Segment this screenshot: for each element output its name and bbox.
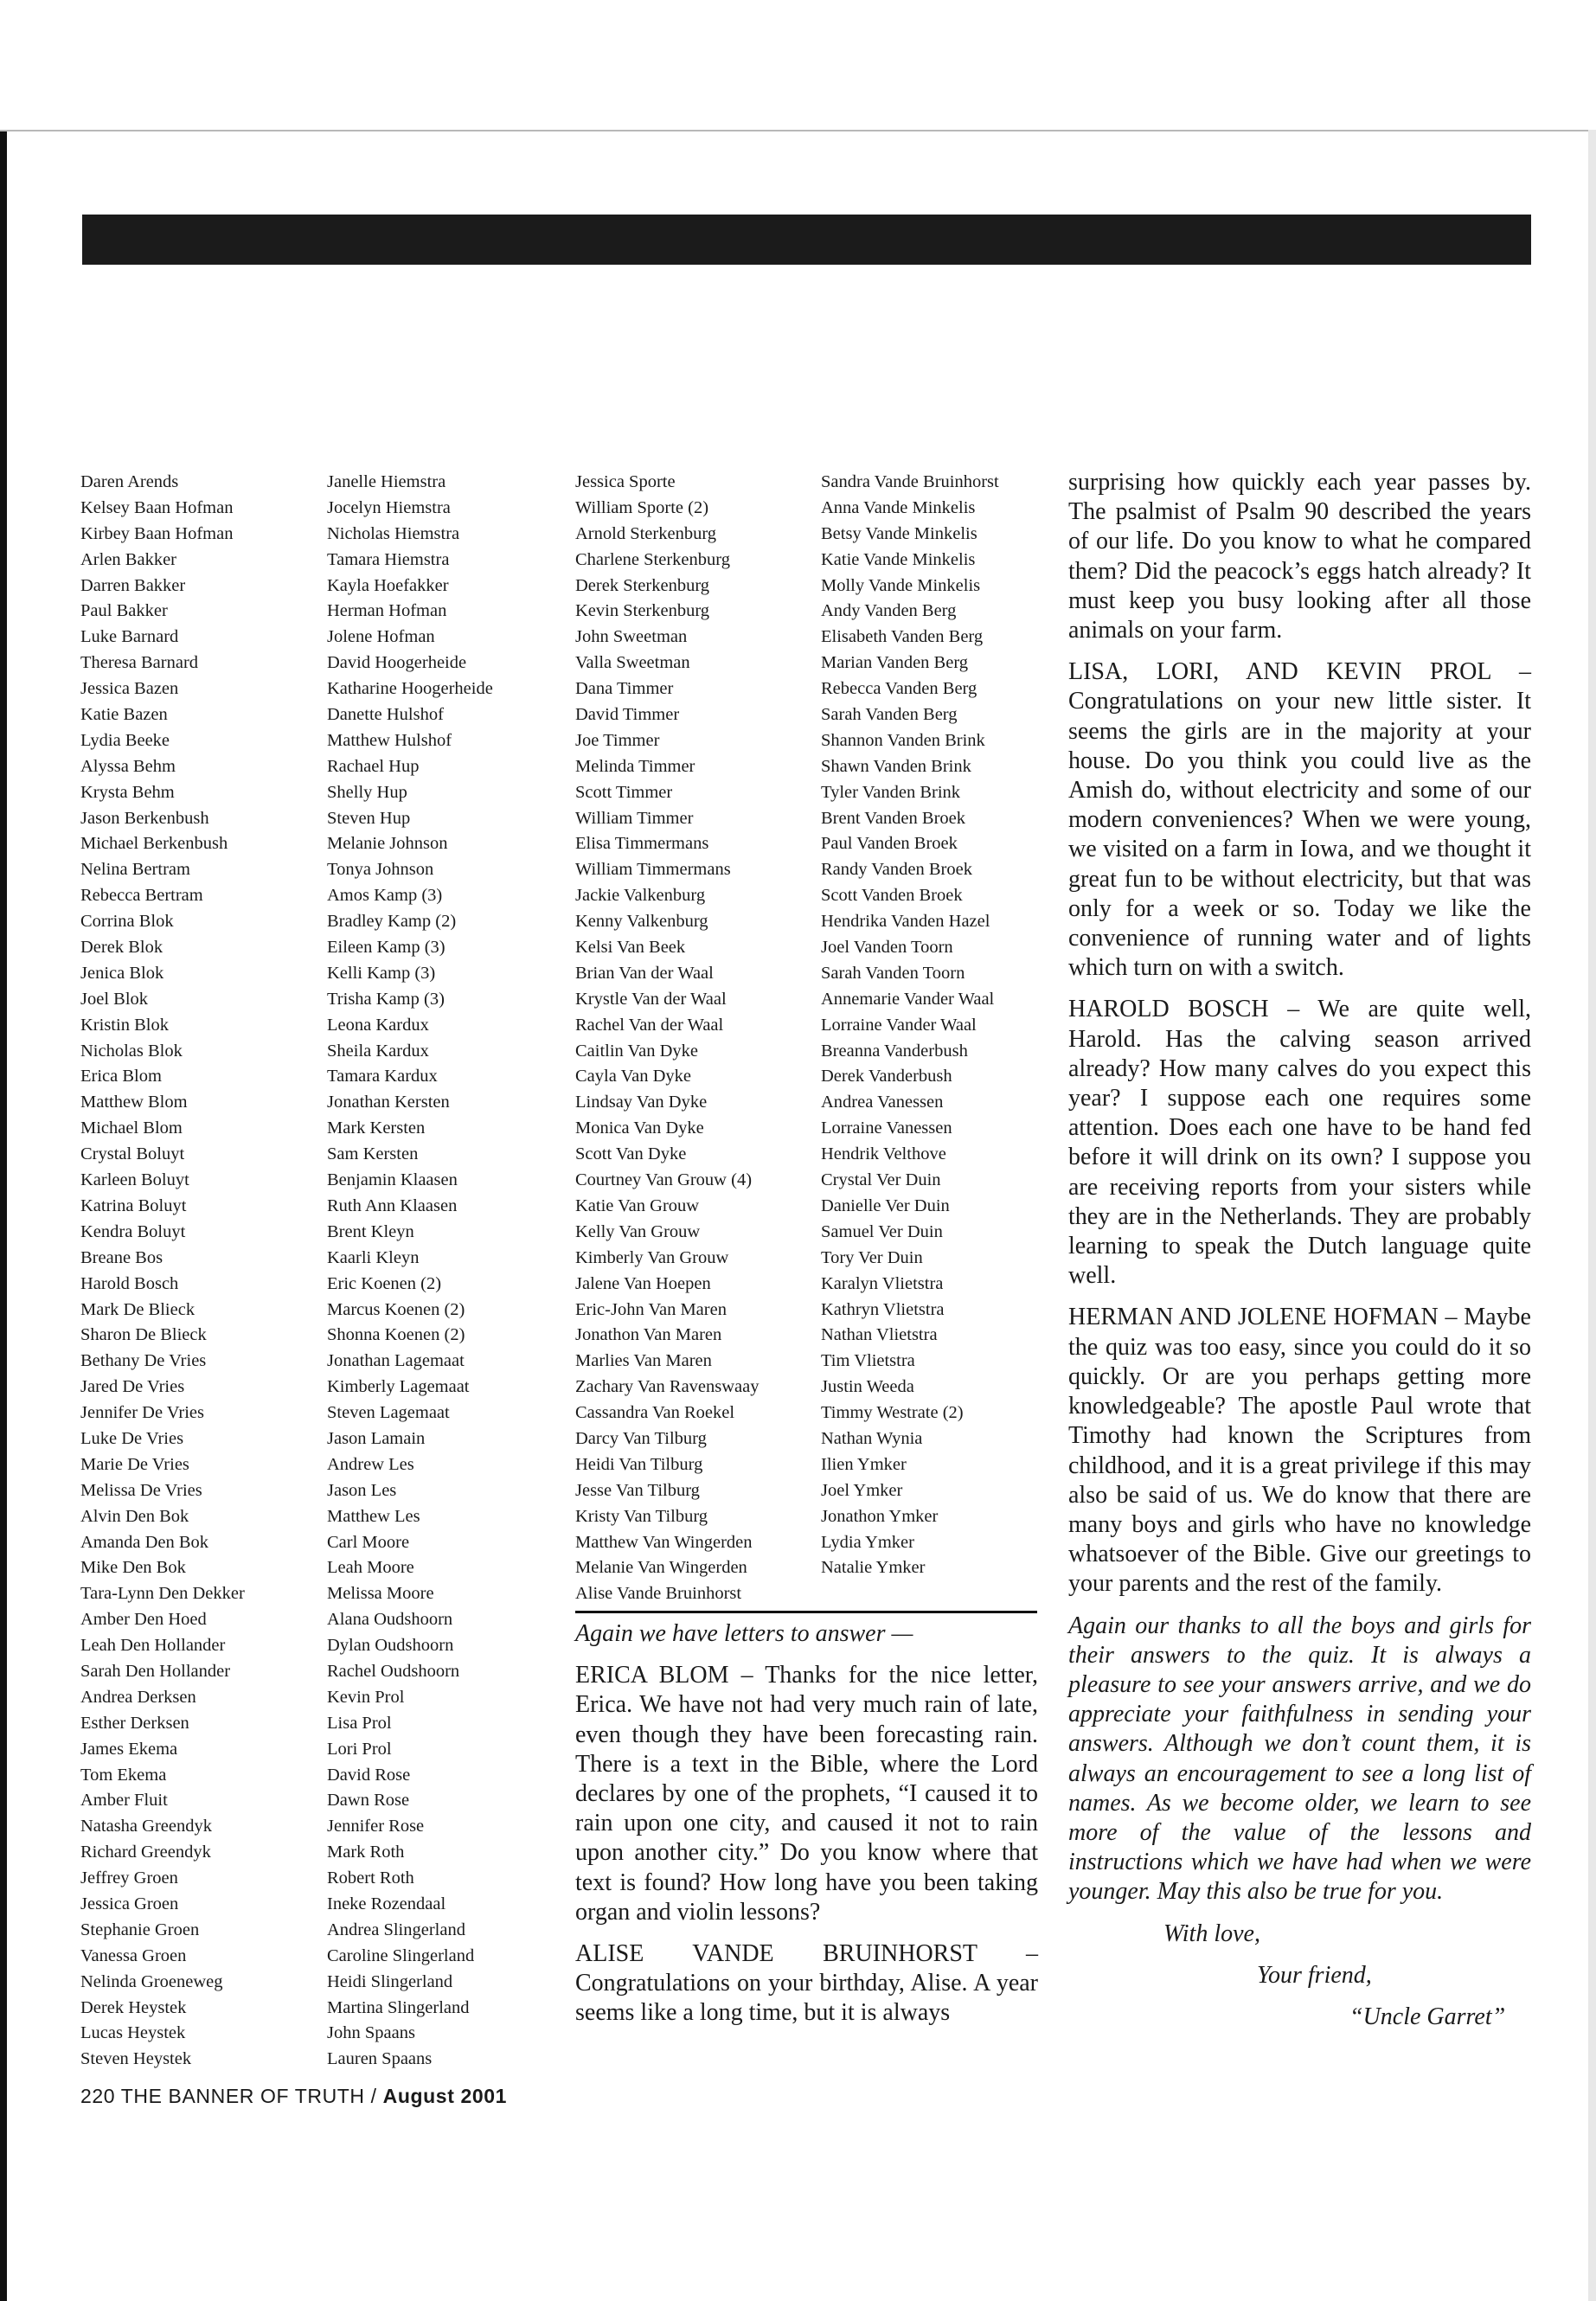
name-entry: Caitlin Van Dyke — [575, 1041, 698, 1061]
name-entry: Andrea Slingerland — [327, 1920, 465, 1939]
name-entry: Steven Heystek — [80, 2049, 192, 2069]
name-entry: Jolene Hofman — [327, 627, 435, 647]
name-entry: Katie Van Grouw — [575, 1195, 700, 1215]
name-entry: Lucas Heystek — [80, 2023, 186, 2043]
name-entry: Kayla Hoefakker — [327, 575, 449, 595]
name-column-3 — [575, 470, 817, 1607]
name-entry: Scott Timmer — [575, 782, 673, 802]
publication-name: THE BANNER OF TRUTH — [120, 2085, 365, 2107]
name-entry: Lorraine Vander Waal — [821, 1015, 977, 1035]
name-entry: Heidi Slingerland — [327, 1971, 453, 1991]
scan-top-edge — [0, 130, 1596, 131]
name-entry: Krystle Van der Waal — [575, 989, 727, 1009]
name-column-2 — [327, 470, 569, 2073]
name-entry: Tom Ekema — [80, 1765, 167, 1785]
name-entry: Nelinda Groeneweg — [80, 1971, 223, 1991]
name-entry: Martina Slingerland — [327, 1997, 470, 2017]
name-entry: Danette Hulshof — [327, 705, 444, 725]
name-entry: Stephanie Groen — [80, 1920, 200, 1939]
name-entry: Jared De Vries — [80, 1377, 185, 1397]
name-entry: Melanie Van Wingerden — [575, 1558, 747, 1578]
name-entry: Crystal Ver Duin — [821, 1170, 941, 1190]
name-entry: Derek Heystek — [80, 1997, 187, 2017]
letters-column-left — [575, 1619, 1038, 2041]
name-entry: Mark Roth — [327, 1843, 405, 1862]
name-entry: Joe Timmer — [575, 730, 660, 750]
name-entry: Richard Greendyk — [80, 1843, 211, 1862]
name-entry: Herman Hofman — [327, 601, 447, 621]
name-entry: Tamara Kardux — [327, 1067, 438, 1086]
signoff-with-love: With love, — [1163, 1920, 1260, 1947]
name-entry: Carl Moore — [327, 1532, 410, 1552]
name-entry: Jason Berkenbush — [80, 808, 209, 828]
name-entry: Katrina Boluyt — [80, 1195, 187, 1215]
name-entry: Krysta Behm — [80, 782, 175, 802]
name-entry: Karleen Boluyt — [80, 1170, 189, 1190]
name-entry: Derek Vanderbush — [821, 1067, 952, 1086]
name-entry: Nicholas Blok — [80, 1041, 183, 1061]
name-entry: Justin Weeda — [821, 1377, 914, 1397]
signoff-your-friend: Your friend, — [1257, 1961, 1372, 1989]
name-entry: Marcus Koenen (2) — [327, 1299, 465, 1319]
name-entry: Rebecca Bertram — [80, 886, 203, 906]
name-entry: Valla Sweetman — [575, 653, 690, 673]
name-entry: Matthew Les — [327, 1506, 420, 1526]
name-entry: Derek Sterkenburg — [575, 575, 710, 595]
name-entry: Tyler Vanden Brink — [821, 782, 961, 802]
name-entry: William Timmer — [575, 808, 694, 828]
name-entry: Leah Moore — [327, 1558, 414, 1578]
name-entry: Kristin Blok — [80, 1015, 169, 1035]
name-entry: Nicholas Hiemstra — [327, 523, 460, 543]
name-entry: Tory Ver Duin — [821, 1247, 923, 1267]
name-entry: Tonya Johnson — [327, 860, 434, 880]
name-entry: Karalyn Vlietstra — [821, 1273, 944, 1293]
name-entry: Leona Kardux — [327, 1015, 429, 1035]
name-entry: Jason Lamain — [327, 1428, 426, 1448]
name-entry: Dana Timmer — [575, 679, 674, 699]
letter-prol: LISA, LORI, AND KEVIN PROL – Congratulations on your new little sister. It seems the girls are in the majority at your house. Do you think you could live as the Amish do, without electricity and some of our modern conveniences? When we were young, we visited on a farm in Iowa, and we thought it great fun to be without electricity, but that was only for a week or so. Today we like the convenience of running water and of lights which turn on with a switch. — [1068, 658, 1531, 982]
name-entry: Tim Vlietstra — [821, 1351, 915, 1371]
name-entry: Joel Ymker — [821, 1480, 903, 1500]
name-entry: Kathryn Vlietstra — [821, 1299, 945, 1319]
name-entry: Cassandra Van Roekel — [575, 1403, 735, 1423]
name-entry: Harold Bosch — [80, 1273, 179, 1293]
name-entry: Steven Hup — [327, 808, 411, 828]
name-entry: Lisa Prol — [327, 1713, 392, 1733]
name-entry: Hendrika Vanden Hazel — [821, 912, 990, 932]
name-entry: Amanda Den Bok — [80, 1532, 209, 1552]
name-entry: Benjamin Klaasen — [327, 1170, 458, 1190]
name-entry: Ineke Rozendaal — [327, 1894, 446, 1913]
name-entry: Brent Vanden Broek — [821, 808, 966, 828]
name-entry: David Hoogerheide — [327, 653, 467, 673]
name-entry: Esther Derksen — [80, 1713, 189, 1733]
name-entry: Shawn Vanden Brink — [821, 756, 971, 776]
scan-right-edge — [1588, 130, 1596, 2301]
name-entry: Kenny Valkenburg — [575, 912, 708, 932]
name-entry: Kaarli Kleyn — [327, 1247, 420, 1267]
name-entry: Joel Vanden Toorn — [821, 938, 953, 958]
name-entry: William Sporte (2) — [575, 497, 709, 517]
letter-alise-vande-bruinhorst: ALISE VANDE BRUINHORST – Congratulations on your birthday, Alise. A year seems like a long time, but it is always — [575, 1940, 1038, 2027]
name-entry: Dylan Oudshoorn — [327, 1636, 454, 1656]
name-column-4 — [821, 470, 1063, 1581]
name-entry: Sarah Den Hollander — [80, 1661, 231, 1681]
name-entry: Monica Van Dyke — [575, 1118, 704, 1138]
page-number: 220 — [80, 2085, 116, 2107]
name-entry: Melissa De Vries — [80, 1480, 202, 1500]
name-entry: Alise Vande Bruinhorst — [575, 1584, 742, 1604]
name-entry: John Sweetman — [575, 627, 688, 647]
name-entry: Jeffrey Groen — [80, 1868, 178, 1888]
name-entry: Courtney Van Grouw (4) — [575, 1170, 753, 1190]
letters-column-right — [1068, 468, 1531, 2044]
name-entry: Hendrik Velthove — [821, 1144, 946, 1164]
name-entry: Jason Les — [327, 1480, 397, 1500]
name-entry: Elisabeth Vanden Berg — [821, 627, 984, 647]
name-entry: Arnold Sterkenburg — [575, 523, 717, 543]
name-entry: Jonathan Kersten — [327, 1093, 450, 1112]
name-entry: Shannon Vanden Brink — [821, 730, 985, 750]
name-entry: Trisha Kamp (3) — [327, 989, 445, 1009]
name-entry: Paul Vanden Broek — [821, 834, 958, 854]
name-entry: Heidi Van Tilburg — [575, 1454, 703, 1474]
name-entry: Rachel Van der Waal — [575, 1015, 724, 1035]
name-entry: Jessica Sporte — [575, 472, 676, 491]
name-entry: Darren Bakker — [80, 575, 186, 595]
name-entry: Alana Oudshoorn — [327, 1610, 453, 1630]
name-entry: Alyssa Behm — [80, 756, 176, 776]
name-entry: Natasha Greendyk — [80, 1817, 212, 1836]
closing-paragraph: Again our thanks to all the boys and girls for their answers to the quiz. It is always a pleasure to see your answers arrive, and we do appreciate your faithfulness in sending your answers. Although we don’t count them, it is always an encouragement to see a long list of names. As we become older, we learn to see more of the value of the lessons and instructions which we have had when we were younger. May this also be true for you. — [1068, 1612, 1531, 1906]
name-entry: Robert Roth — [327, 1868, 414, 1888]
name-entry: Jackie Valkenburg — [575, 886, 706, 906]
footer-separator: / — [370, 2085, 377, 2107]
name-entry: Jennifer Rose — [327, 1817, 425, 1836]
page-footer — [80, 2085, 507, 2108]
name-entry: Sheila Kardux — [327, 1041, 429, 1061]
name-entry: Anna Vande Minkelis — [821, 497, 976, 517]
name-entry: Katie Vande Minkelis — [821, 549, 976, 569]
name-entry: Kevin Sterkenburg — [575, 601, 710, 621]
name-entry: Lori Prol — [327, 1739, 392, 1759]
name-entry: Bethany De Vries — [80, 1351, 207, 1371]
name-entry: Kirbey Baan Hofman — [80, 523, 234, 543]
name-entry: Shelly Hup — [327, 782, 407, 802]
name-entry: Alvin Den Bok — [80, 1506, 189, 1526]
name-entry: Ruth Ann Klaasen — [327, 1195, 458, 1215]
name-entry: Andy Vanden Berg — [821, 601, 957, 621]
name-entry: Jessica Groen — [80, 1894, 179, 1913]
name-entry: Darcy Van Tilburg — [575, 1428, 707, 1448]
name-entry: Jalene Van Hoepen — [575, 1273, 711, 1293]
name-entry: Erica Blom — [80, 1067, 162, 1086]
name-entry: Jessica Bazen — [80, 679, 179, 699]
name-entry: James Ekema — [80, 1739, 178, 1759]
name-entry: Timmy Westrate (2) — [821, 1403, 964, 1423]
name-entry: Crystal Boluyt — [80, 1144, 185, 1164]
letters-intro: Again we have letters to answer — — [575, 1620, 913, 1647]
name-entry: Samuel Ver Duin — [821, 1221, 943, 1241]
name-entry: Matthew Blom — [80, 1093, 188, 1112]
name-entry: Eric-John Van Maren — [575, 1299, 727, 1319]
name-entry: Andrea Vanessen — [821, 1093, 944, 1112]
name-entry: Kelsey Baan Hofman — [80, 497, 234, 517]
name-entry: Janelle Hiemstra — [327, 472, 446, 491]
name-entry: Natalie Ymker — [821, 1558, 926, 1578]
name-entry: Vanessa Groen — [80, 1945, 187, 1965]
name-column-1 — [80, 470, 323, 2073]
name-entry: Amber Fluit — [80, 1791, 168, 1811]
name-entry: Melinda Timmer — [575, 756, 695, 776]
name-entry: Eric Koenen (2) — [327, 1273, 442, 1293]
name-entry: Nelina Bertram — [80, 860, 190, 880]
name-entry: Lauren Spaans — [327, 2049, 433, 2069]
name-entry: Jonathon Van Maren — [575, 1325, 722, 1345]
section-divider — [575, 1611, 1037, 1613]
name-entry: Mark De Blieck — [80, 1299, 195, 1319]
name-entry: Kimberly Lagemaat — [327, 1377, 470, 1397]
name-entry: Scott Van Dyke — [575, 1144, 687, 1164]
name-entry: David Rose — [327, 1765, 411, 1785]
name-entry: Sarah Vanden Toorn — [821, 963, 965, 983]
name-entry: Steven Lagemaat — [327, 1403, 450, 1423]
name-entry: Kelly Van Grouw — [575, 1221, 701, 1241]
name-entry: Tamara Hiemstra — [327, 549, 450, 569]
name-entry: Marie De Vries — [80, 1454, 189, 1474]
name-entry: Dawn Rose — [327, 1791, 410, 1811]
name-entry: Nathan Wynia — [821, 1428, 923, 1448]
name-entry: Betsy Vande Minkelis — [821, 523, 977, 543]
name-entry: Michael Berkenbush — [80, 834, 228, 854]
name-entry: Randy Vanden Broek — [821, 860, 972, 880]
name-entry: Derek Blok — [80, 938, 163, 958]
name-entry: Rachel Oudshoorn — [327, 1661, 460, 1681]
name-entry: Lydia Beeke — [80, 730, 170, 750]
name-entry: Caroline Slingerland — [327, 1945, 475, 1965]
name-entry: Sandra Vande Bruinhorst — [821, 472, 999, 491]
name-entry: Charlene Sterkenburg — [575, 549, 730, 569]
name-entry: Molly Vande Minkelis — [821, 575, 981, 595]
name-entry: Marlies Van Maren — [575, 1351, 712, 1371]
name-entry: Amos Kamp (3) — [327, 886, 443, 906]
name-entry: David Timmer — [575, 705, 680, 725]
name-entry: Katie Bazen — [80, 705, 168, 725]
name-entry: Breane Bos — [80, 1247, 163, 1267]
name-entry: William Timmermans — [575, 860, 731, 880]
name-entry: Cayla Van Dyke — [575, 1067, 691, 1086]
name-entry: Elisa Timmermans — [575, 834, 709, 854]
letter-hofman: HERMAN AND JOLENE HOFMAN – Maybe the quiz was too easy, since you could do it so quickly. Or are you perhaps getting more knowledgeable? The apostle Paul wrote that Timothy had known the Scriptures from childhood, and it is a great privilege if this may also be said of us. We do know that there are many boys and girls who have no knowledge whatsoever of the Bible. Give our greetings to your parents and the rest of the family. — [1068, 1304, 1531, 1598]
name-entry: Rachael Hup — [327, 756, 420, 776]
name-entry: Rebecca Vanden Berg — [821, 679, 977, 699]
name-entry: Kelli Kamp (3) — [327, 963, 436, 983]
name-entry: Jonathan Lagemaat — [327, 1351, 465, 1371]
name-entry: Breanna Vanderbush — [821, 1041, 968, 1061]
name-entry: Kimberly Van Grouw — [575, 1247, 729, 1267]
name-entry: Michael Blom — [80, 1118, 183, 1138]
name-entry: Jenica Blok — [80, 963, 164, 983]
name-entry: Bradley Kamp (2) — [327, 912, 457, 932]
name-entry: Corrina Blok — [80, 912, 174, 932]
name-entry: Brent Kleyn — [327, 1221, 414, 1241]
name-entry: Sarah Vanden Berg — [821, 705, 958, 725]
name-entry: Mike Den Bok — [80, 1558, 186, 1578]
name-entry: Katharine Hoogerheide — [327, 679, 493, 699]
name-entry: Marian Vanden Berg — [821, 653, 969, 673]
name-entry: Scott Vanden Broek — [821, 886, 963, 906]
name-entry: Sharon De Blieck — [80, 1325, 207, 1345]
name-entry: Luke De Vries — [80, 1428, 184, 1448]
name-entry: Kevin Prol — [327, 1687, 405, 1707]
name-entry: Matthew Hulshof — [327, 730, 452, 750]
name-entry: Mark Kersten — [327, 1118, 426, 1138]
letter-erica-blom: ERICA BLOM – Thanks for the nice letter, Erica. We have not had very much rain of late, even though they have been forecasting rain. There is a text in the Bible, where the Lord declares by one of the prophets, “I caused it to rain upon one city, and caused it not to rain upon another city.” Do you know where that text is found? How long have you been taking organ and violin lessons? — [575, 1662, 1038, 1926]
name-entry: Leah Den Hollander — [80, 1636, 226, 1656]
name-entry: Jennifer De Vries — [80, 1403, 204, 1423]
name-entry: Annemarie Vander Waal — [821, 989, 995, 1009]
name-entry: Lorraine Vanessen — [821, 1118, 952, 1138]
header-banner — [82, 215, 1531, 265]
name-entry: John Spaans — [327, 2023, 415, 2043]
name-entry: Kelsi Van Beek — [575, 938, 686, 958]
letter-alise-continued: surprising how quickly each year passes by. The psalmist of Psalm 90 described the years of our life. Do you know to what he compared them? Did the peacock’s eggs hatch already? It must keep you busy looking after all those animals on your farm. — [1068, 469, 1531, 644]
name-entry: Joel Blok — [80, 989, 149, 1009]
name-entry: Ilien Ymker — [821, 1454, 907, 1474]
name-entry: Melanie Johnson — [327, 834, 448, 854]
name-entry: Paul Bakker — [80, 601, 168, 621]
signature-uncle-garret: “Uncle Garret” — [1349, 2003, 1506, 2030]
issue-date: August 2001 — [382, 2085, 508, 2107]
name-entry: Jesse Van Tilburg — [575, 1480, 700, 1500]
name-entry: Kristy Van Tilburg — [575, 1506, 708, 1526]
name-entry: Eileen Kamp (3) — [327, 938, 445, 958]
name-entry: Jonathon Ymker — [821, 1506, 939, 1526]
name-entry: Kendra Boluyt — [80, 1221, 186, 1241]
name-entry: Daren Arends — [80, 472, 179, 491]
name-entry: Andrew Les — [327, 1454, 414, 1474]
name-entry: Zachary Van Ravenswaay — [575, 1377, 760, 1397]
name-entry: Amber Den Hoed — [80, 1610, 207, 1630]
name-entry: Luke Barnard — [80, 627, 179, 647]
name-entry: Melissa Moore — [327, 1584, 434, 1604]
name-entry: Sam Kersten — [327, 1144, 419, 1164]
name-entry: Theresa Barnard — [80, 653, 199, 673]
name-entry: Lydia Ymker — [821, 1532, 914, 1552]
name-entry: Tara-Lynn Den Dekker — [80, 1584, 245, 1604]
name-entry: Jocelyn Hiemstra — [327, 497, 451, 517]
name-entry: Lindsay Van Dyke — [575, 1093, 708, 1112]
name-entry: Andrea Derksen — [80, 1687, 196, 1707]
name-entry: Nathan Vlietstra — [821, 1325, 938, 1345]
scan-left-edge — [0, 130, 7, 2301]
name-entry: Arlen Bakker — [80, 549, 176, 569]
name-entry: Matthew Van Wingerden — [575, 1532, 753, 1552]
name-entry: Danielle Ver Duin — [821, 1195, 950, 1215]
name-entry: Shonna Koenen (2) — [327, 1325, 465, 1345]
name-entry: Brian Van der Waal — [575, 963, 714, 983]
letter-harold-bosch: HAROLD BOSCH – We are quite well, Harold. Has the calving season arrived already? How many calves do you expect this year? I suppose each one requires some attention. Does each one have to be hand fed before it will drink on its own? I suppose you are receiving reports from your sisters while they are in the Netherlands. They are probably learning to speak the Dutch language quite well. — [1068, 996, 1531, 1290]
